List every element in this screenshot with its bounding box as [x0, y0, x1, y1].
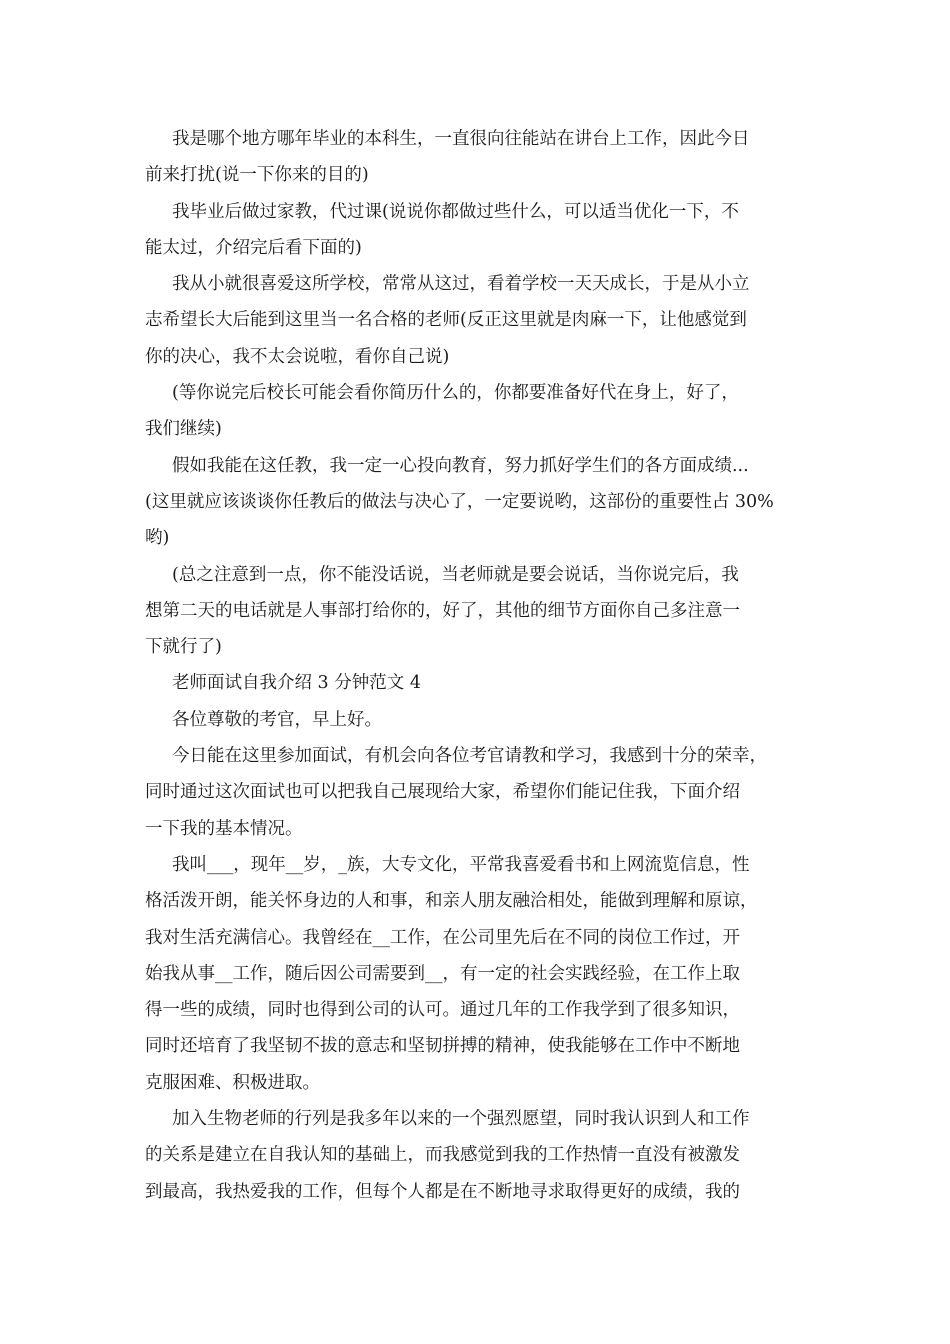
text-line: 同时通过这次面试也可以把我自己展现给大家，希望你们能记住我，下面介绍 — [145, 782, 740, 803]
text-line: (等你说完后校长可能会看你简历什么的，你都要准备好代在身上，好了， — [172, 383, 739, 404]
text-line: 始我从事__工作，随后因公司需要到__，有一定的社会实践经验，在工作上取 — [145, 963, 740, 984]
text-line: 能太过，介绍完后看下面的) — [145, 237, 362, 258]
text-line: 志希望长大后能到这里当一名合格的老师(反正这里就是肉麻一下，让他感觉到 — [145, 310, 747, 331]
text-line: 下就行了) — [145, 637, 222, 658]
text-line: 我们继续) — [145, 419, 222, 440]
text-line: 我叫___，现年__岁，_族，大专文化，平常我喜爱看书和上网流览信息，性 — [172, 854, 750, 875]
text-line: 前来打扰(说一下你来的目的) — [145, 165, 369, 186]
text-line: 今日能在这里参加面试，有机会向各位考官请教和学习，我感到十分的荣幸， — [172, 746, 767, 767]
text-line: 假如我能在这任教，我一定一心投向教育，努力抓好学生们的各方面成绩... — [172, 455, 749, 476]
text-line: 各位尊敬的考官，早上好。 — [172, 709, 382, 730]
text-line: 我毕业后做过家教，代过课(说说你都做过些什么，可以适当优化一下，不 — [172, 201, 739, 222]
text-line: 我对生活充满信心。我曾经在__工作，在公司里先后在不同的岗位工作过，开 — [145, 927, 740, 948]
text-line: (这里就应该谈谈你任教后的做法与决心了，一定要说哟，这部份的重要性占 30% — [145, 491, 774, 512]
text-line: 哟) — [145, 528, 170, 549]
section-heading: 老师面试自我介绍 3 分钟范文 4 — [172, 673, 421, 694]
text-line: 我是哪个地方哪年毕业的本科生，一直很向往能站在讲台上工作，因此今日 — [172, 129, 750, 149]
text-line: 想第二天的电话就是人事部打给你的，好了，其他的细节方面你自己多注意一 — [145, 600, 740, 621]
document-body — [145, 121, 815, 1210]
text-line: 克服困难、积极进取。 — [145, 1072, 320, 1093]
text-line: 我从小就很喜爱这所学校，常常从这过，看着学校一天天成长，于是从小立 — [172, 274, 750, 295]
text-line: 加入生物老师的行列是我多年以来的一个强烈愿望，同时我认识到人和工作 — [172, 1109, 750, 1130]
text-line: 到最高，我热爱我的工作，但每个人都是在不断地寻求取得更好的成绩，我的 — [145, 1181, 740, 1202]
text-line: 你的决心，我不太会说啦，看你自己说) — [145, 346, 450, 367]
text-line: 同时还培育了我坚韧不拔的意志和坚韧拼搏的精神，使我能够在工作中不断地 — [145, 1036, 740, 1057]
text-line: 的关系是建立在自我认知的基础上，而我感觉到我的工作热情一直没有被激发 — [145, 1145, 740, 1166]
text-line: (总之注意到一点，你不能没话说，当老师就是要会说话，当你说完后，我 — [172, 564, 739, 585]
text-line: 格活泼开朗，能关怀身边的人和事，和亲人朋友融洽相处，能做到理解和原谅， — [145, 891, 758, 912]
text-line: 得一些的成绩，同时也得到公司的认可。通过几年的工作我学到了很多知识， — [145, 1000, 740, 1021]
text-line: 一下我的基本情况。 — [145, 818, 303, 839]
